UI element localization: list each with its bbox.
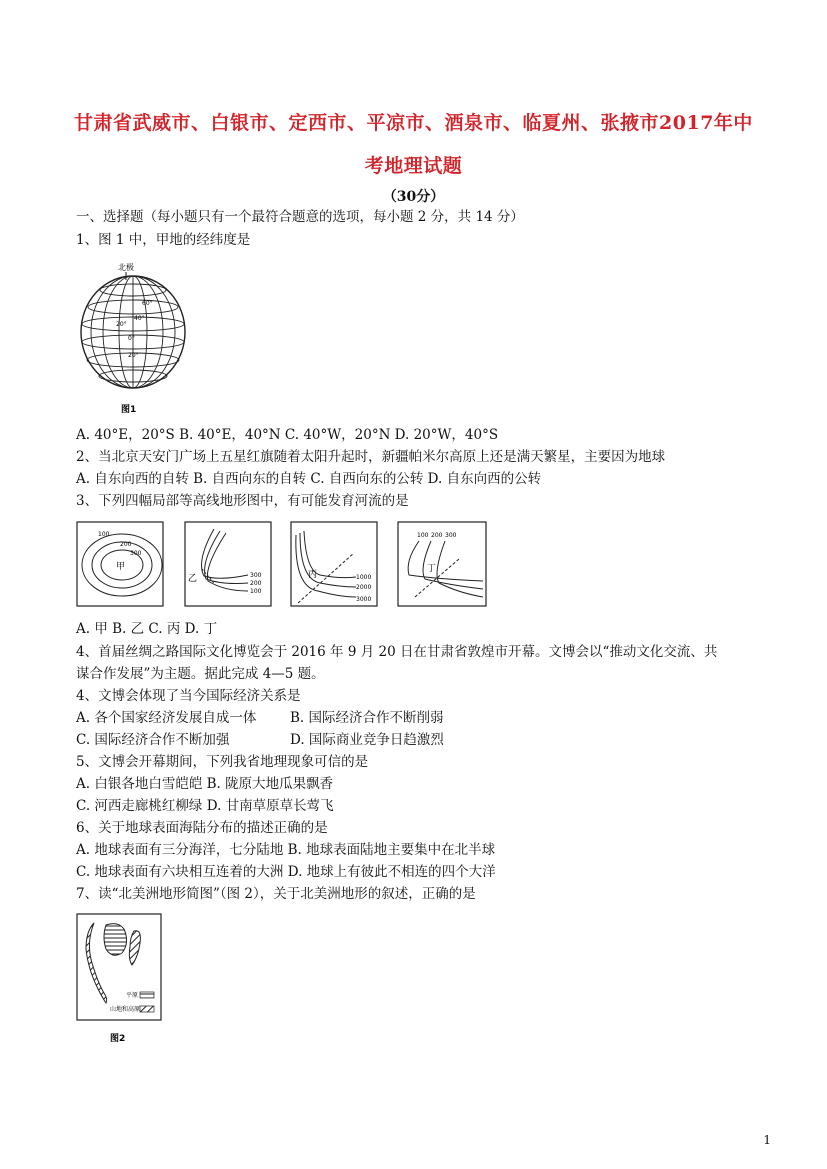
figure-1-caption: 图1: [121, 405, 137, 415]
question-2-text: 2、当北京天安门广场上五星红旗随着太阳升起时，新疆帕米尔高原上还是满天繁星，主要因为地球: [76, 449, 666, 465]
contour-label-200: 200: [431, 532, 443, 539]
question-4-option-b: B. 国际经济合作不断削弱: [290, 710, 444, 726]
question-4-text: 4、文博会体现了当今国际经济关系是: [76, 688, 301, 704]
contour-label-300: 300: [445, 532, 457, 539]
question-4-option-c: C. 国际经济合作不断加强: [76, 732, 230, 748]
question-4-option-d: D. 国际商业竞争日趋激烈: [290, 732, 444, 748]
question-4-intro-line2: 谋合作发展”为主题。据此完成 4—5 题。: [76, 666, 325, 682]
question-5-options-1: A. 白银各地白雪皑皑 B. 陇原大地瓜果飘香: [76, 776, 334, 792]
figure-2-caption: 图2: [110, 1034, 126, 1044]
contour-label-2000: 2000: [356, 584, 372, 591]
north-pole-label: 北极: [118, 263, 134, 272]
question-1-options: A. 40°E，20°S B. 40°E，40°N C. 40°W，20°N D. 20°W，40°S: [76, 427, 499, 443]
north-america-figure: [76, 913, 166, 1049]
legend-plain-label: 平原: [126, 992, 139, 999]
question-1-text: 1、图 1 中，甲地的经纬度是: [76, 232, 251, 248]
contour-label-100: 100: [417, 532, 429, 539]
contour-label-100: 100: [250, 588, 262, 595]
contour-label-100: 100: [98, 531, 110, 538]
contour-label-200: 200: [250, 580, 262, 587]
label-ding: 丁: [427, 564, 437, 574]
lat-label-20s: 20°: [128, 352, 139, 359]
score-label: （30分）: [382, 189, 445, 205]
contour-map-jia: [76, 521, 164, 607]
document-title-line1: 甘肃省武威市、白银市、定西市、平凉市、酒泉市、临夏州、张掖市2017年中: [74, 112, 753, 134]
contour-map-yi: [184, 521, 272, 607]
section-heading: 一、选择题（每小题只有一个最符合题意的选项，每小题 2 分，共 14 分）: [76, 209, 524, 225]
label-bing: 丙: [308, 570, 318, 580]
lat-label-20: 20°: [116, 321, 127, 328]
question-6-options-1: A. 地球表面有三分海洋，七分陆地 B. 地球表面陆地主要集中在北半球: [76, 842, 496, 858]
contour-map-ding: [397, 521, 487, 607]
label-yi: 乙: [188, 574, 198, 584]
contour-label-200: 200: [120, 541, 132, 548]
document-title-line2: 考地理试题: [364, 155, 463, 177]
question-2-options: A. 自东向西的自转 B. 自西向东的自转 C. 自西向东的公转 D. 自东向西的公转: [76, 471, 542, 487]
question-7-text: 7、读“北美洲地形简图”（图 2），关于北美洲地形的叙述，正确的是: [76, 886, 476, 902]
question-6-text: 6、关于地球表面海陆分布的描述正确的是: [76, 820, 328, 836]
contour-label-1000: 1000: [356, 574, 372, 581]
lat-label-60: 60°: [142, 300, 153, 307]
contour-map-bing: [290, 521, 378, 607]
contour-label-3000: 3000: [356, 596, 372, 603]
contour-label-300: 300: [130, 550, 142, 557]
question-5-options-2: C. 河西走廊桃红柳绿 D. 甘南草原草长莺飞: [76, 798, 334, 814]
label-jia: 甲: [116, 562, 126, 572]
question-3-options: A. 甲 B. 乙 C. 丙 D. 丁: [76, 621, 218, 637]
contour-label-300: 300: [250, 572, 262, 579]
question-4-intro-line1: 4、首届丝绸之路国际文化博览会于 2016 年 9 月 20 日在甘肃省敦煌市开幕。文博会以“推动文化交流、共: [76, 644, 718, 660]
lat-label-40: 40°: [134, 315, 145, 322]
question-6-options-2: C. 地球表面有六块相互连着的大洲 D. 地球上有彼此不相连的四个大洋: [76, 864, 496, 880]
page-number: 1: [763, 1133, 771, 1147]
globe-figure: [76, 260, 191, 415]
question-4-option-a: A. 各个国家经济发展自成一体: [76, 710, 257, 726]
lat-label-0: 0°: [128, 335, 135, 342]
question-3-text: 3、下列四幅局部等高线地形图中，有可能发育河流的是: [76, 493, 409, 509]
question-5-text: 5、文博会开幕期间，下列我省地理现象可信的是: [76, 754, 369, 770]
legend-mountain-label: 山地和高原: [110, 1006, 141, 1013]
